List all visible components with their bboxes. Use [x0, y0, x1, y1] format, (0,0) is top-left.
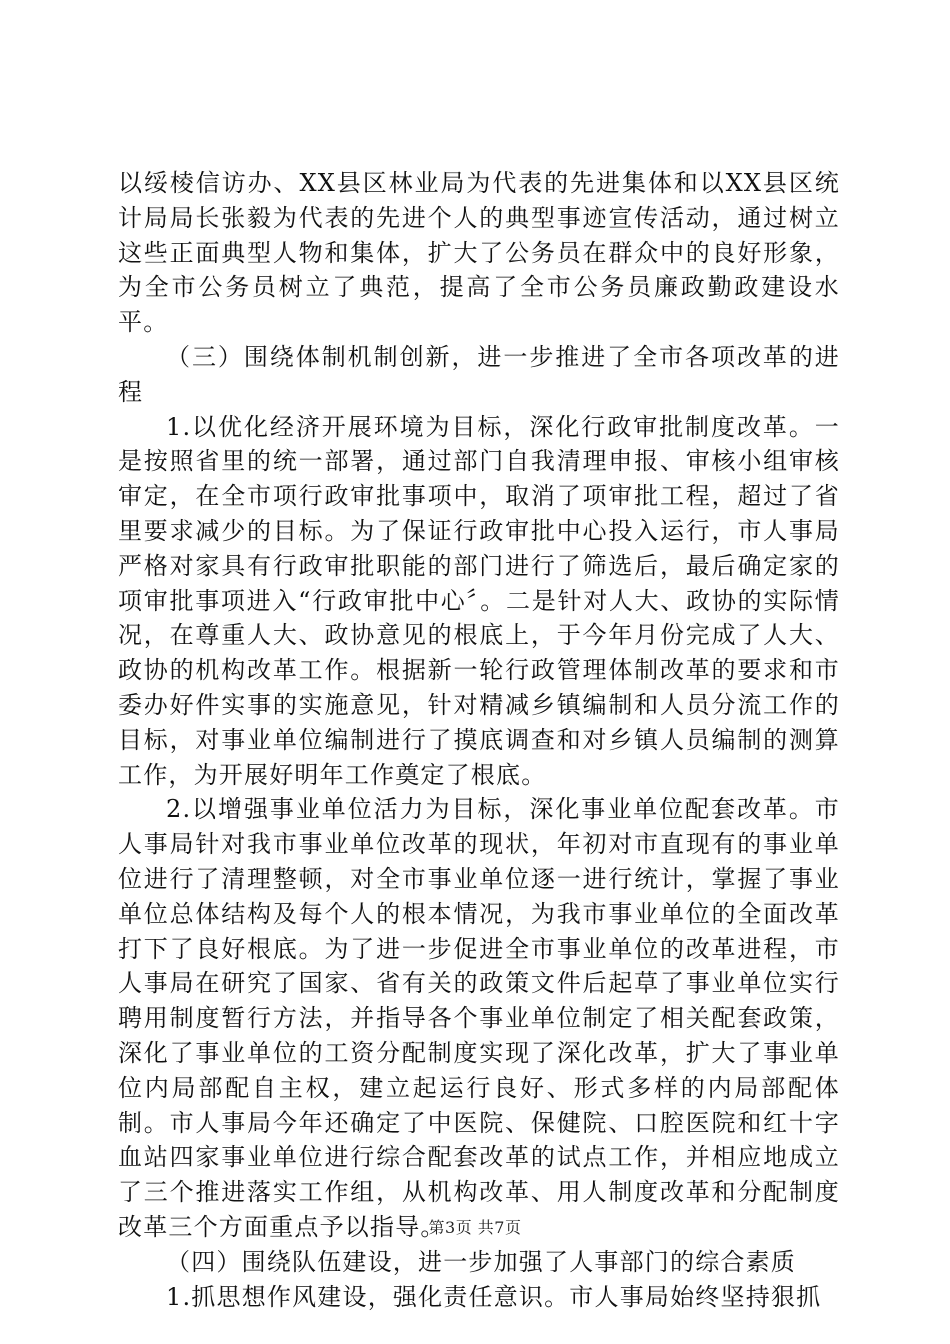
- paragraph-admin-approval-reform: 1.以优化经济开展环境为目标，深化行政审批制度改革。一是按照省里的统一部署，通过部门自我清理申报、审核小组审核审定，在全市项行政审批事项中，取消了项审批工程，超过了省里要求减少的目标。为了保证行政审批中心投入运行，市人事局严格对家具有行政审批职能的部门进行了筛选后，最后确定家的项审批事项进入“行政审批中心〞。二是针对人大、政协的实际情况，在尊重人大、政协意见的根底上，于今年月份完成了人大、政协的机构改革工作。根据新一轮行政管理体制改革的要求和市委办好件实事的实施意见，针对精减乡镇编制和人员分流工作的目标，对事业单位编制进行了摸底调查和对乡镇人员编制的测算工作，为开展好明年工作奠定了根底。: [118, 412, 840, 789]
- section-heading-3: （三）围绕体制机制创新，进一步推进了全市各项改革的进程: [118, 342, 840, 406]
- paragraph-ideology-style: 1.抓思想作风建设，强化责任意识。市人事局始终坚持狠抓: [166, 1282, 822, 1311]
- section-heading-4: （四）围绕队伍建设，进一步加强了人事部门的综合素质: [166, 1247, 796, 1276]
- paragraph-1: 以绥棱信访办、XX县区林业局为代表的先进集体和以XX县区统计局局长张毅为代表的先进个人的典型事迹宣传活动，通过树立这些正面典型人物和集体，扩大了公务员在群众中的良好形象，为全市公务员树立了典范，提高了全市公务员廉政勤政建设水平。: [118, 169, 840, 337]
- paragraph-public-institution-reform: 2.以增强事业单位活力为目标，深化事业单位配套改革。市人事局针对我市事业单位改革的现状，年初对市直现有的事业单位进行了清理整顿，对全市事业单位逐一进行统计，掌握了事业单位总体结构及每个人的根本情况，为我市事业单位的全面改革打下了良好根底。为了进一步促进全市事业单位的改革进程，市人事局在研究了国家、省有关的政策文件后起草了事业单位实行聘用制度暂行方法，并指导各个事业单位制定了相关配套政策，深化了事业单位的工资分配制度实现了深化改革，扩大了事业单位内局部配自主权，建立起运行良好、形式多样的内局部配体制。市人事局今年还确定了中医院、保健院、口腔医院和红十字血站四家事业单位进行综合配套改革的试点工作，并相应地成立了三个推进落实工作组，从机构改革、用人制度改革和分配制度改革三个方面重点予以指导。: [118, 795, 840, 1241]
- page-number-footer: 第3页 共7页: [428, 1218, 522, 1237]
- document-body: [118, 166, 840, 1314]
